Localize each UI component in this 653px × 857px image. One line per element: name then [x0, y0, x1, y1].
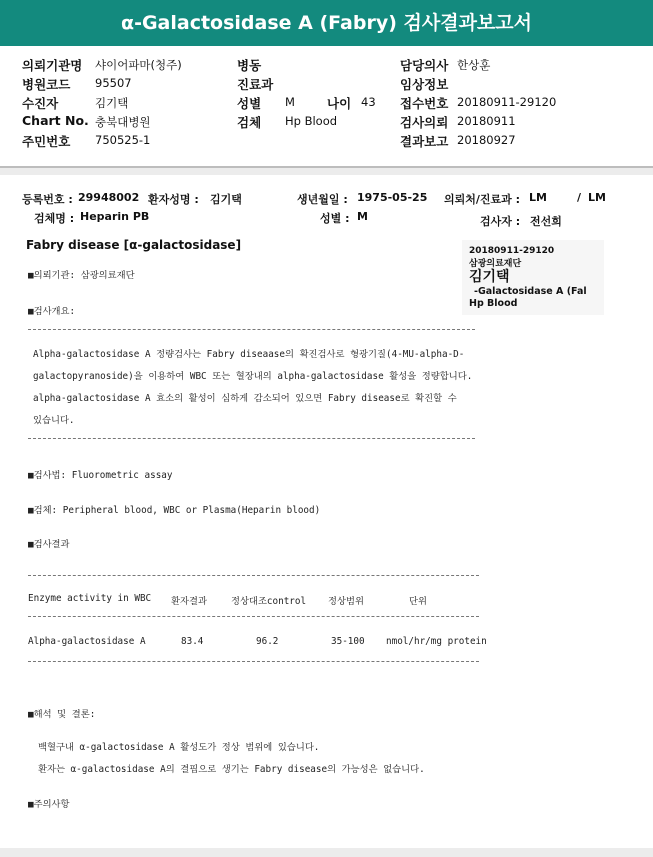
sticker-lab: 삼광의료재단: [469, 259, 522, 269]
patient-label: 환자성명 :: [148, 193, 199, 206]
result-date-value: 20180927: [457, 133, 516, 147]
method-line: ■검사법: Fluorometric assay: [28, 470, 173, 481]
table-cell-range: 35-100: [331, 636, 365, 647]
patient-value: 김기택: [210, 193, 242, 206]
dashed-rule: [28, 661, 479, 662]
report-document: [0, 175, 653, 857]
table-header-control: 정상대조control: [231, 596, 307, 607]
results-heading: ■검사결과: [28, 539, 70, 550]
table-cell-control: 96.2: [256, 636, 279, 647]
specimen-label: 검체: [237, 115, 262, 130]
caution-heading: ■주의사항: [28, 799, 70, 810]
sticker-test: -Galactosidase A (Fal: [474, 286, 587, 297]
interpretation-line-2: 환자는 α-galactosidase A의 결핍으로 생기는 Fabry disease의 가능성은 없습니다.: [38, 764, 425, 775]
doctor-value: 한상훈: [457, 58, 491, 72]
age-value: 43: [361, 95, 376, 109]
sticker-name: 김기택: [469, 269, 510, 285]
specimen-label: 검체명 :: [34, 212, 75, 225]
specimen-value: Hp Blood: [285, 114, 338, 128]
dashed-rule: [28, 575, 479, 576]
header-info: [0, 46, 653, 166]
doctor-label: 담당의사: [400, 58, 449, 73]
tester-value: 전선희: [530, 215, 562, 228]
overview-line-4: 있습니다.: [33, 415, 75, 426]
table-cell-patient: 83.4: [181, 636, 204, 647]
interpretation-line-1: 백혈구내 α-galactosidase A 활성도가 정상 범위에 있습니다.: [38, 742, 320, 753]
dept-label: 의뢰처/진료과 :: [444, 193, 521, 206]
hospcode-label: 병원코드: [22, 77, 71, 92]
dashed-rule: [28, 438, 475, 439]
overview-line-3: alpha-galactosidase A 효소의 활성이 심하게 감소되어 있으면 Fabry disease로 확진할 수: [33, 393, 457, 404]
overview-line-1: Alpha-galactosidase A 정량검사는 Fabry diseaase의 확진검사로 형광기질(4-MU-alpha-D-: [33, 349, 465, 360]
specimen-value: Heparin PB: [80, 210, 150, 223]
specimen-label-sticker: [462, 240, 604, 315]
sticker-specimen: Hp Blood: [469, 298, 518, 309]
tester-label: 검사자 :: [480, 215, 521, 228]
overview-heading: ■검사개요:: [28, 306, 76, 317]
dept-slash: /: [577, 191, 582, 204]
report-title: α-Galactosidase A (Fabry) 검사결과보고서: [0, 0, 653, 46]
table-header-range: 정상범위: [328, 596, 364, 607]
overview-line-2: galactopyranoside)을 이용하여 WBC 또는 혈장내의 alpha-galactosidase 활성을 정량합니다.: [33, 371, 473, 382]
request-label: 검사의뢰: [400, 115, 449, 130]
age-label: 나이: [327, 96, 352, 111]
recipient-label: 수진자: [22, 96, 59, 111]
sex-value: M: [357, 210, 368, 223]
recipient-value: 김기택: [95, 96, 129, 110]
divider-band: [0, 168, 653, 175]
reg-label: 등록번호 :: [22, 193, 73, 206]
chart-value: 충북대병원: [95, 115, 151, 129]
sex-label: 성별: [237, 96, 262, 111]
birth-value: 1975-05-25: [357, 191, 428, 204]
institution-value: 샤이어파마(청주): [95, 58, 182, 72]
dashed-rule: [28, 616, 479, 617]
request-value: 20180911: [457, 114, 516, 128]
sex-value: M: [285, 95, 295, 109]
institution-label: 의뢰기관명: [22, 58, 83, 73]
interpretation-heading: ■해석 및 결론:: [28, 709, 96, 720]
dashed-rule: [28, 329, 475, 330]
resid-value: 750525-1: [95, 133, 151, 147]
referral-line: ■의뢰기관: 삼광의료재단: [28, 270, 135, 281]
ward-label: 병동: [237, 58, 262, 73]
table-cell-enzyme: Alpha-galactosidase A: [28, 636, 146, 647]
dept-value-2: LM: [588, 191, 606, 204]
table-header-unit: 단위: [409, 596, 427, 607]
chart-label: Chart No.: [22, 113, 89, 128]
clinical-label: 임상정보: [400, 77, 449, 92]
section-title: Fabry disease [α-galactosidase]: [26, 238, 242, 252]
specimen-line: ■검체: Peripheral blood, WBC or Plasma(Heparin blood): [28, 505, 321, 516]
resid-label: 주민번호: [22, 134, 71, 149]
sticker-receipt: 20180911-29120: [469, 246, 555, 256]
receipt-value: 20180911-29120: [457, 95, 557, 109]
dept-label: 진료과: [237, 77, 274, 92]
hospcode-value: 95507: [95, 76, 132, 90]
receipt-label: 접수번호: [400, 96, 449, 111]
bottom-band: [0, 848, 653, 857]
reg-value: 29948002: [78, 191, 140, 204]
table-cell-unit: nmol/hr/mg protein: [386, 636, 487, 647]
dept-value-1: LM: [529, 191, 547, 204]
table-header-enzyme: Enzyme activity in WBC: [28, 593, 152, 604]
table-header-patient: 환자결과: [171, 596, 207, 607]
birth-label: 생년월일 :: [297, 193, 348, 206]
sex-label: 성별 :: [320, 212, 350, 225]
result-date-label: 결과보고: [400, 134, 449, 149]
